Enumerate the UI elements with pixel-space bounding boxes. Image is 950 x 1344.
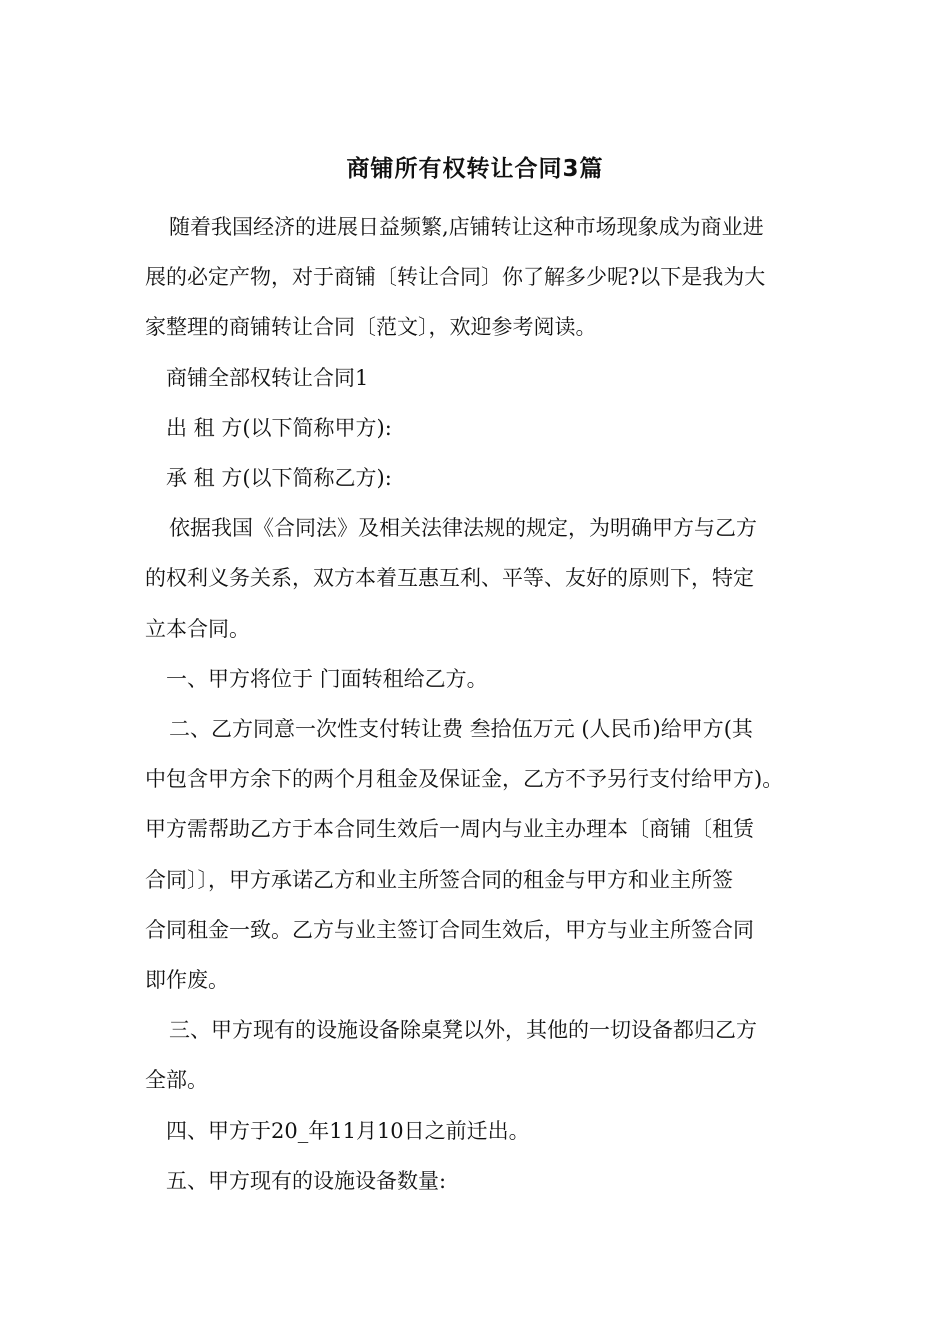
paragraph-line: 的权利义务关系，双方本着互惠互利、平等、友好的原则下，特定	[145, 566, 754, 591]
paragraph-line: 随着我国经济的进展日益频繁,店铺转让这种市场现象成为商业进	[169, 215, 764, 239]
paragraph-line: 立本合同。	[145, 616, 250, 641]
clause-4: 四、甲方于20_年11月10日之前迁出。	[166, 1118, 530, 1143]
party-lessee-line: 承 租 方(以下简称乙方):	[166, 466, 392, 491]
paragraph-line: 中包含甲方余下的两个月租金及保证金，乙方不予另行支付给甲方)。	[145, 767, 784, 792]
paragraph-line: 甲方需帮助乙方于本合同生效后一周内与业主办理本〔商铺〔租赁	[145, 817, 754, 842]
clause-5: 五、甲方现有的设施设备数量:	[166, 1168, 447, 1193]
document-title: 商铺所有权转让合同3篇	[346, 156, 604, 182]
clause-3: 三、甲方现有的设施设备除桌凳以外，其他的一切设备都归乙方	[169, 1018, 757, 1043]
clause-2: 二、乙方同意一次性支付转让费 叁拾伍万元 (人民币)给甲方(其	[169, 717, 753, 742]
paragraph-line: 依据我国《合同法》及相关法律法规的规定，为明确甲方与乙方	[169, 516, 757, 541]
clause-1: 一、甲方将位于 门面转租给乙方。	[166, 666, 488, 691]
paragraph-line: 展的必定产物，对于商铺〔转让合同〕你了解多少呢?以下是我为大	[145, 265, 766, 290]
section-heading: 商铺全部权转让合同1	[166, 365, 369, 390]
paragraph-line: 即作废。	[145, 968, 229, 993]
paragraph-line: 合同〕〕，甲方承诺乙方和业主所签合同的租金与甲方和业主所签	[145, 867, 733, 892]
paragraph-line: 家整理的商铺转让合同〔范文〕，欢迎参考阅读。	[145, 315, 597, 340]
party-lessor-line: 出 租 方(以下简称甲方):	[166, 415, 392, 440]
paragraph-line: 全部。	[145, 1068, 208, 1093]
paragraph-line: 合同租金一致。乙方与业主签订合同生效后，甲方与业主所签合同	[145, 917, 754, 942]
document-body	[145, 202, 815, 1206]
